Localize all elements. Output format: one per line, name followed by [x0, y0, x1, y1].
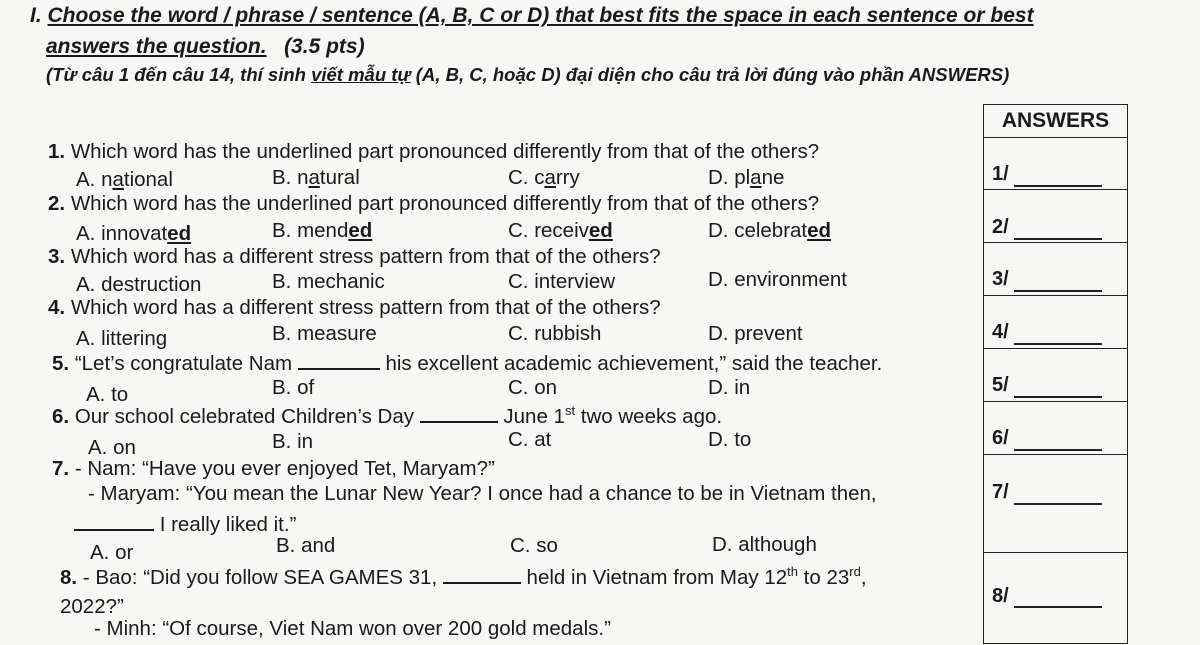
- answer-blank-8[interactable]: [1014, 606, 1102, 608]
- section-instruction: Choose the word / phrase / sentence (A, B, C or D) that best fits the space in each sentence or best: [47, 4, 1034, 27]
- question-3: [48, 245, 661, 269]
- question-text-cont: June 1: [497, 405, 565, 428]
- q6-option-d[interactable]: D. to: [708, 428, 752, 451]
- question-number: 8.: [60, 566, 78, 589]
- dialogue-line-1-cont2: to 23: [797, 566, 850, 589]
- q3-option-a[interactable]: A. destruction: [76, 273, 202, 296]
- q3-option-c[interactable]: C. interview: [508, 270, 616, 293]
- question-4: [48, 296, 661, 320]
- q8-dialogue-line-3: - Minh: “Of course, Viet Nam won over 200 gold medals.”: [94, 617, 611, 640]
- q1-option-d[interactable]: D. plane: [708, 166, 785, 189]
- q5-option-c[interactable]: C. on: [508, 376, 557, 399]
- q7-dialogue-line-2: - Maryam: “You mean the Lunar New Year? I once had a chance to be in Vietnam then,: [88, 482, 877, 505]
- question-1: [48, 140, 819, 164]
- answer-blank-2[interactable]: [1014, 238, 1102, 240]
- q5-option-d[interactable]: D. in: [708, 376, 751, 399]
- answer-label: 4/: [992, 321, 1009, 343]
- subtitle-part1: (Từ câu 1 đến câu 14, thí sinh: [46, 64, 312, 85]
- section-subtitle: [46, 64, 1009, 86]
- q4-option-a[interactable]: A. littering: [76, 327, 168, 350]
- section-title-line1: [30, 4, 1034, 28]
- answers-box: [983, 104, 1128, 644]
- q7-option-b[interactable]: B. and: [276, 534, 336, 557]
- answer-label: 7/: [992, 481, 1009, 503]
- q2-option-a[interactable]: A. innovated: [76, 222, 192, 245]
- question-7: [52, 457, 495, 481]
- q5-option-a[interactable]: A. to: [86, 383, 129, 406]
- q3-option-d[interactable]: D. environment: [708, 268, 848, 291]
- answer-row-7: [984, 454, 1127, 553]
- fill-blank[interactable]: [74, 511, 154, 531]
- fill-blank[interactable]: [298, 350, 380, 370]
- answer-row-4: [984, 295, 1127, 349]
- section-points: (3.5 pts): [266, 35, 365, 58]
- question-text: Which word has the underlined part pronounced differently from that of the others?: [70, 140, 820, 163]
- question-number: 1.: [48, 140, 66, 163]
- answer-blank-4[interactable]: [1014, 343, 1102, 345]
- superscript: th: [787, 564, 798, 580]
- q7-dialogue-line-3: [74, 511, 296, 537]
- answer-blank-5[interactable]: [1014, 396, 1102, 398]
- answer-label: 5/: [992, 374, 1009, 396]
- question-number: 5.: [52, 352, 70, 375]
- superscript: rd: [849, 564, 861, 580]
- q7-option-c[interactable]: C. so: [510, 534, 558, 557]
- dialogue-line-1: - Nam: “Have you ever enjoyed Tet, Maryam?”: [74, 457, 495, 480]
- question-number: 7.: [52, 457, 70, 480]
- answer-row-8: [984, 552, 1127, 645]
- question-number: 3.: [48, 245, 66, 268]
- answer-blank-7[interactable]: [1014, 503, 1102, 505]
- answer-label: 6/: [992, 427, 1009, 449]
- q4-option-c[interactable]: C. rubbish: [508, 322, 602, 345]
- q8-dialogue-line-2: 2022?”: [60, 595, 124, 618]
- dialogue-line-1-cont: held in Vietnam from May 12: [520, 566, 788, 589]
- q4-option-b[interactable]: B. measure: [272, 322, 377, 345]
- section-number: I.: [30, 4, 48, 27]
- q7-option-a[interactable]: A. or: [90, 541, 134, 564]
- question-5: [52, 350, 882, 376]
- q4-option-d[interactable]: D. prevent: [708, 322, 803, 345]
- answer-blank-6[interactable]: [1014, 449, 1102, 451]
- subtitle-part2: (A, B, C, hoặc D) đại diện cho câu trả lời đúng vào phần ANSWERS): [410, 64, 1010, 85]
- question-text: Our school celebrated Children’s Day: [74, 405, 420, 428]
- question-text-end: two weeks ago.: [575, 405, 723, 428]
- q1-option-c[interactable]: C. carry: [508, 166, 580, 189]
- answer-row-1: [984, 137, 1127, 190]
- question-text: “Let’s congratulate Nam: [74, 352, 298, 375]
- q2-option-b[interactable]: B. mended: [272, 219, 373, 242]
- question-text: Which word has a different stress pattern from that of the others?: [70, 296, 661, 319]
- answers-title: ANSWERS: [984, 105, 1127, 138]
- question-6: [52, 403, 722, 429]
- question-number: 2.: [48, 192, 66, 215]
- dialogue-line-1-end: ,: [860, 566, 867, 589]
- question-text: Which word has a different stress pattern from that of the others?: [70, 245, 661, 268]
- fill-blank[interactable]: [420, 403, 498, 423]
- q5-option-b[interactable]: B. of: [272, 376, 315, 399]
- question-number: 4.: [48, 296, 66, 319]
- q6-option-a[interactable]: A. on: [88, 436, 136, 459]
- answer-label: 1/: [992, 163, 1009, 185]
- section-instruction-end: answers the question.: [46, 35, 267, 58]
- q6-option-c[interactable]: C. at: [508, 428, 552, 451]
- answer-label: 3/: [992, 268, 1009, 290]
- answer-label: 8/: [992, 585, 1009, 607]
- q2-option-c[interactable]: C. received: [508, 219, 613, 242]
- q2-option-d[interactable]: D. celebrated: [708, 219, 832, 242]
- subtitle-underlined: viết mẫu tự: [311, 64, 411, 85]
- dialogue-line-3-text: I really liked it.”: [154, 513, 297, 536]
- answer-row-6: [984, 401, 1127, 455]
- answer-blank-3[interactable]: [1014, 290, 1102, 292]
- question-2: [48, 192, 819, 216]
- q1-option-b[interactable]: B. natural: [272, 166, 360, 189]
- answer-blank-1[interactable]: [1014, 185, 1102, 187]
- q1-option-a[interactable]: A. national: [76, 168, 173, 191]
- dialogue-line-1: - Bao: “Did you follow SEA GAMES 31,: [82, 566, 443, 589]
- answer-label: 2/: [992, 216, 1009, 238]
- answer-row-2: [984, 189, 1127, 243]
- answer-row-5: [984, 348, 1127, 402]
- question-number: 6.: [52, 405, 70, 428]
- q6-option-b[interactable]: B. in: [272, 430, 314, 453]
- q3-option-b[interactable]: B. mechanic: [272, 270, 385, 293]
- q7-option-d[interactable]: D. although: [712, 533, 817, 556]
- question-text-cont: his excellent academic achievement,” said the teacher.: [379, 352, 883, 375]
- fill-blank[interactable]: [443, 564, 521, 584]
- answer-row-3: [984, 242, 1127, 296]
- question-8: [60, 564, 867, 590]
- section-title-line2: [46, 35, 365, 59]
- superscript: st: [564, 403, 576, 419]
- question-text: Which word has the underlined part pronounced differently from that of the others?: [70, 192, 820, 215]
